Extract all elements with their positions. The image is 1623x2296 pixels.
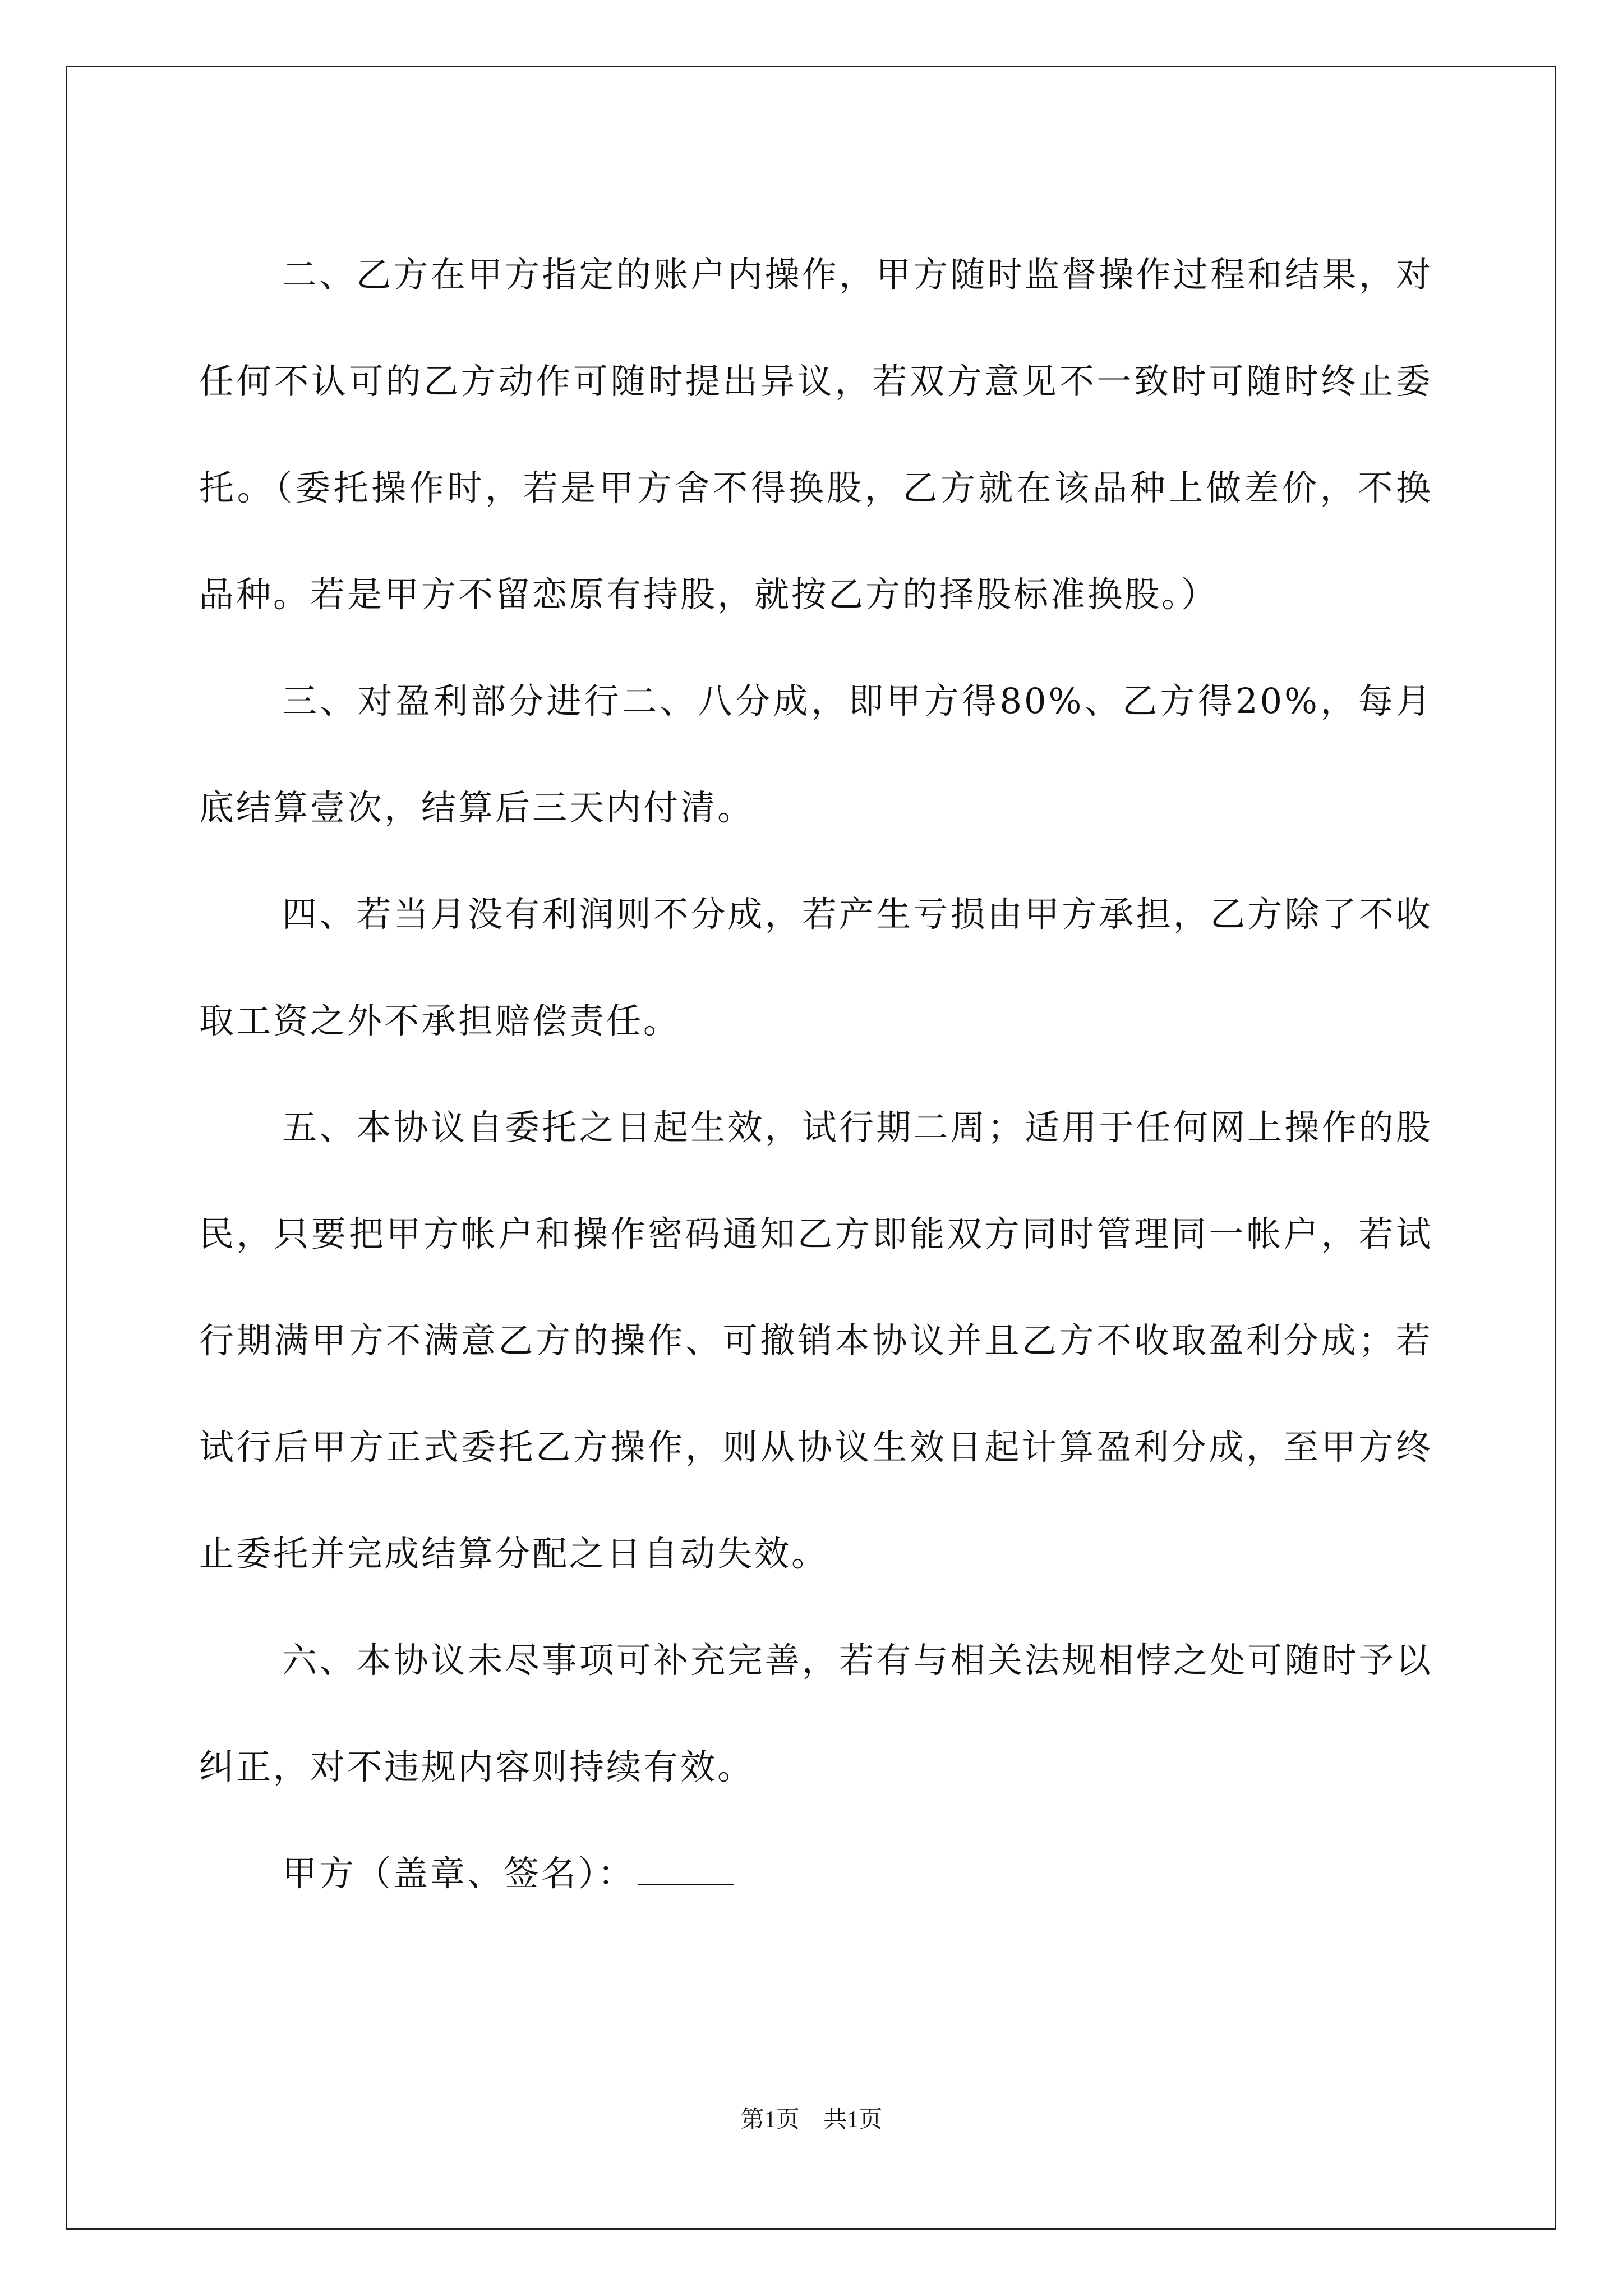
clause-2-paragraph: 二、乙方在甲方指定的账户内操作，甲方随时监督操作过程和结果，对任何不认可的乙方动作可随时提出异议，若双方意见不一致时可随时终止委托。（委托操作时，若是甲方舍不得换股，乙方就在该品种上做差价，不换品种。若是甲方不留恋原有持股，就按乙方的择股标准换股。） — [199, 254, 1433, 615]
clause-5-paragraph: 五、本协议自委托之日起生效，试行期二周；适用于任何网上操作的股民，只要把甲方帐户和操作密码通知乙方即能双方同时管理同一帐户，若试行期满甲方不满意乙方的操作、可撤销本协议并且乙方不收取盈利分成；若试行后甲方正式委托乙方操作，则从协议生效日起计算盈利分成，至甲方终止委托并完成结算分配之日自动失效。 — [199, 1107, 1433, 1574]
clause-4-paragraph: 四、若当月没有利润则不分成，若产生亏损由甲方承担，乙方除了不收取工资之外不承担赔偿责任。 — [199, 894, 1433, 1041]
party-a-signature-line — [199, 1820, 1433, 1927]
signature-blank-field — [638, 1884, 734, 1885]
party-a-signature-label: 甲方（盖章、签名）： — [282, 1853, 635, 1894]
clause-3-paragraph: 三、对盈利部分进行二、八分成，即甲方得80%、乙方得20%，每月底结算壹次，结算后三天内付清。 — [199, 680, 1433, 828]
clause-6-paragraph: 六、本协议未尽事项可补充完善，若有与相关法规相悖之处可随时予以纠正，对不违规内容则持续有效。 — [199, 1640, 1433, 1787]
document-body — [199, 222, 1433, 1927]
page-footer — [0, 2101, 1623, 2134]
page-number-total: 共1页 — [823, 2107, 883, 2133]
page-number-current: 第1页 — [740, 2107, 800, 2133]
